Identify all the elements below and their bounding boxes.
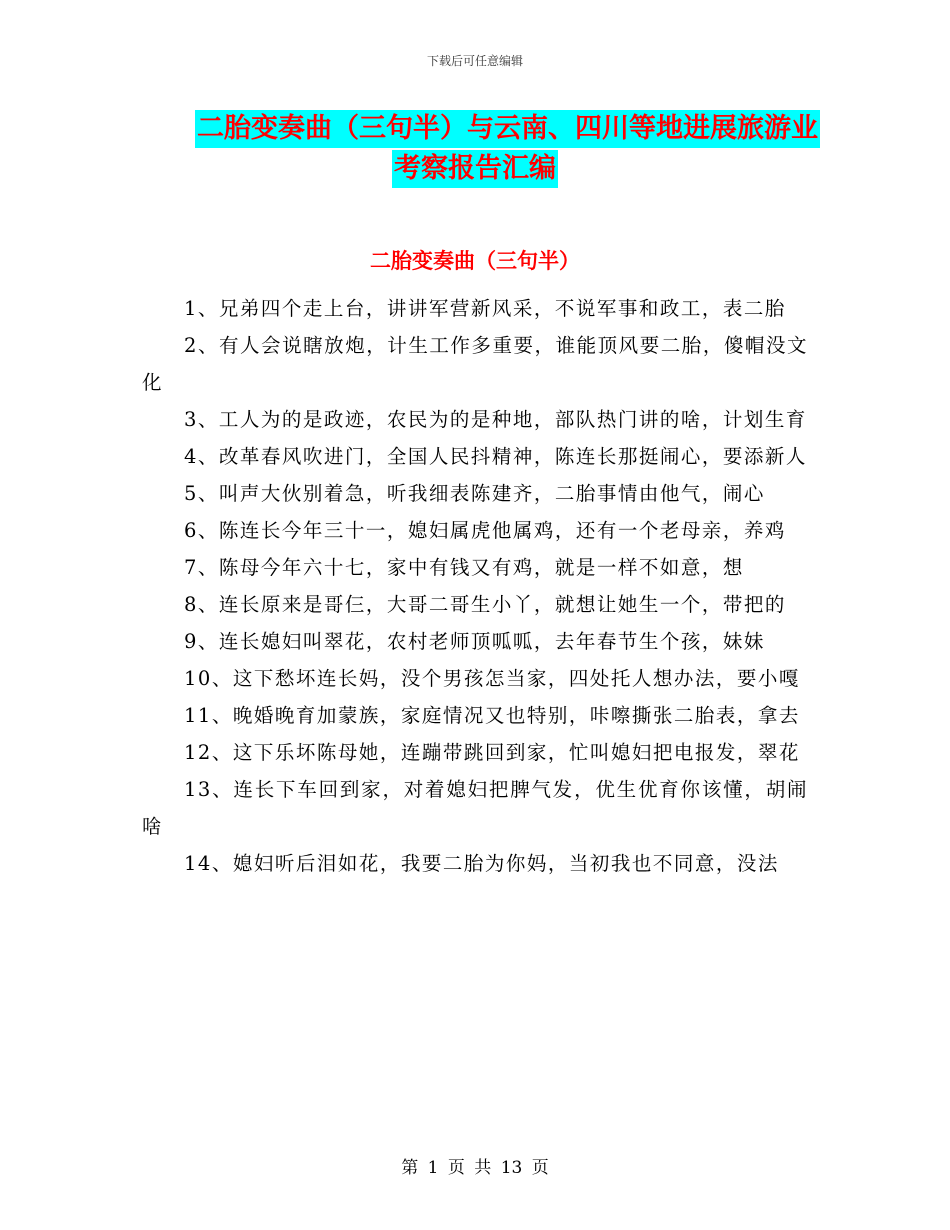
paragraph-10: 10、这下愁坏连长妈，没个男孩怎当家，四处托人想办法，要小嘎 (184, 667, 800, 690)
title-line-2: 考察报告汇编 (392, 150, 558, 188)
paragraph-13: 13、连长下车回到家，对着媳妇把脾气发，优生优育你该懂，胡闹啥 (142, 778, 808, 838)
paragraph-6: 6、陈连长今年三十一，媳妇属虎他属鸡，还有一个老母亲，养鸡 (184, 519, 786, 542)
body-text (142, 290, 808, 882)
paragraph-1: 1、兄弟四个走上台，讲讲军营新风采，不说军事和政工，表二胎 (184, 297, 786, 320)
paragraph-5: 5、叫声大伙别着急，听我细表陈建齐，二胎事情由他气，闹心 (184, 482, 765, 505)
paragraph-9: 9、连长媳妇叫翠花，农村老师顶呱呱，去年春节生个孩，妹妹 (184, 630, 765, 653)
title-line-1: 二胎变奏曲（三句半）与云南、四川等地进展旅游业 (195, 110, 820, 148)
paragraph-4: 4、改革春风吹进门，全国人民抖精神，陈连长那挺闹心，要添新人 (184, 445, 807, 468)
page-footer: 第 1 页 共 13 页 (401, 1158, 549, 1178)
page-header-note: 下载后可任意编辑 (426, 54, 523, 68)
paragraph-8: 8、连长原来是哥仨，大哥二哥生小丫，就想让她生一个，带把的 (184, 593, 786, 616)
paragraph-12: 12、这下乐坏陈母她，连蹦带跳回到家，忙叫媳妇把电报发，翠花 (184, 741, 800, 764)
document-title (140, 110, 818, 188)
paragraph-2: 2、有人会说瞎放炮，计生工作多重要，谁能顶风要二胎，傻帽没文化 (142, 334, 808, 394)
section-heading: 二胎变奏曲（三句半） (370, 249, 580, 273)
paragraph-7: 7、陈母今年六十七，家中有钱又有鸡，就是一样不如意，想 (184, 556, 744, 579)
paragraph-11: 11、晚婚晚育加蒙族，家庭情况又也特别，咔嚓撕张二胎表，拿去 (184, 704, 800, 727)
paragraph-14: 14、媳妇听后泪如花，我要二胎为你妈，当初我也不同意，没法 (184, 852, 779, 875)
paragraph-3: 3、工人为的是政迹，农民为的是种地，部队热门讲的啥，计划生育 (184, 408, 807, 431)
